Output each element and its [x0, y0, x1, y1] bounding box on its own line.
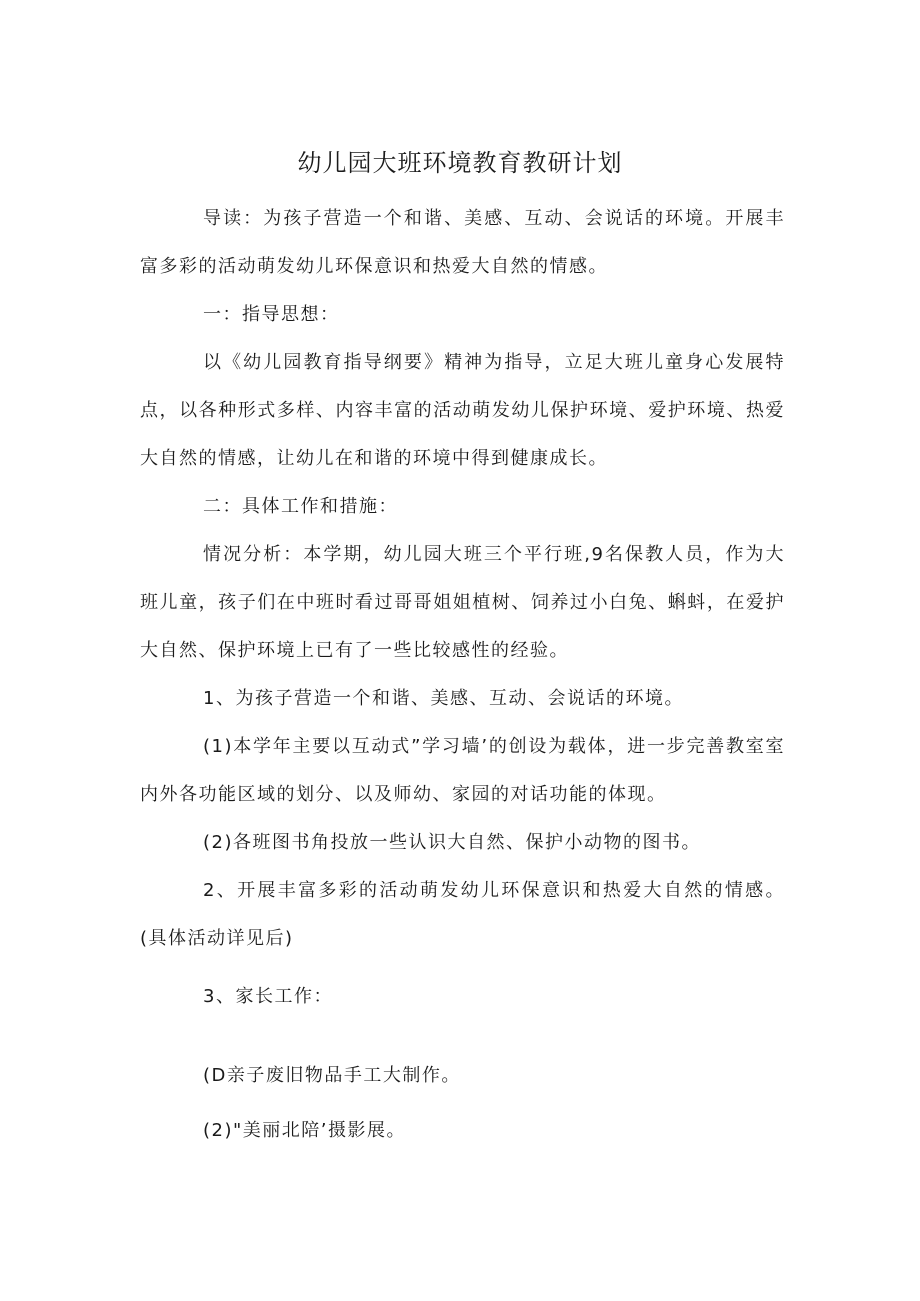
intro-paragraph: 导读：为孩子营造一个和谐、美感、互动、会说话的环境。开展丰富多彩的活动萌发幼儿环保意识和热爱大自然的情感。 — [140, 208, 785, 277]
item-1-sub-1: (1)本学年主要以互动式”学习墙’的创设为载体，进一步完善教室室内外各功能区域的划分、以及师幼、家园的对话功能的体现。 — [140, 736, 785, 805]
item-3-sub-1: (D亲子废旧物品手工大制作。 — [203, 1065, 461, 1086]
item-1-heading: 1、为孩子营造一个和谐、美感、互动、会说话的环境。 — [203, 688, 684, 709]
item-2-heading: 2、开展丰富多彩的活动萌发幼儿环保意识和热爱大自然的情感。(具体活动详见后) — [140, 880, 785, 949]
item-3-heading: 3、家长工作： — [203, 986, 333, 1007]
situation-analysis-paragraph: 情况分析：本学期，幼儿园大班三个平行班,9名保教人员，作为大班儿童，孩子们在中班时看过哥哥姐姐植树、饲养过小白兔、蝌蚪，在爱护大自然、保护环境上已有了一些比较感性的经验。 — [140, 544, 785, 661]
document-title: 幼儿园大班环境教育教研计划 — [297, 149, 623, 177]
item-3-sub-2: (2)"美丽北陪’摄影展。 — [203, 1120, 406, 1141]
guiding-thought-paragraph: 以《幼儿园教育指导纲要》精神为指导，立足大班儿童身心发展特点，以各种形式多样、内容丰富的活动萌发幼儿保护环境、爱护环境、热爱大自然的情感，让幼儿在和谐的环境中得到健康成长。 — [140, 352, 785, 469]
section-heading-measures: 二：具体工作和措施： — [203, 496, 398, 517]
item-1-sub-2: (2)各班图书角投放一些认识大自然、保护小动物的图书。 — [203, 832, 701, 853]
section-heading-guiding-thought: 一：指导思想： — [203, 304, 340, 325]
